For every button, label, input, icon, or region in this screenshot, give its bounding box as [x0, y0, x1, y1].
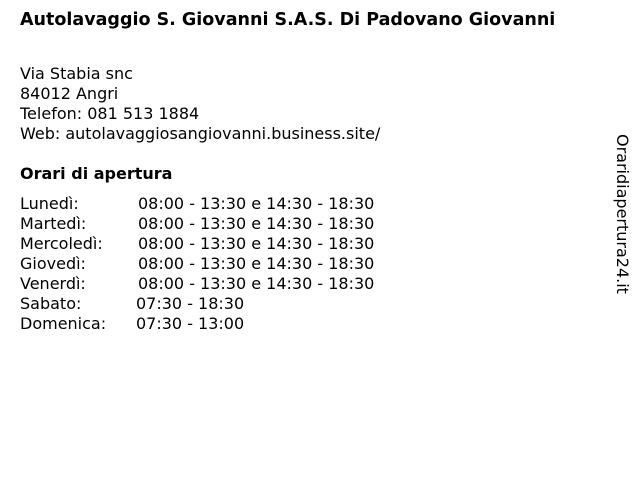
day-label: Lunedì: [20, 194, 79, 213]
address-block [20, 64, 380, 144]
day-label: Giovedì: [20, 254, 86, 273]
hours-value: 08:00 - 13:30 e 14:30 - 18:30 [138, 214, 375, 233]
hours-value: 08:00 - 13:30 e 14:30 - 18:30 [138, 194, 375, 213]
city: 84012 Angri [20, 84, 119, 103]
hours-value: 07:30 - 13:00 [136, 314, 245, 333]
day-label: Mercoledì: [20, 234, 103, 253]
opening-hours-title: Orari di apertura [20, 164, 173, 183]
hours-value: 08:00 - 13:30 e 14:30 - 18:30 [138, 254, 375, 273]
day-label: Domenica: [20, 314, 107, 333]
website-link[interactable]: Web: autolavaggiosangiovanni.business.site/ [20, 124, 381, 143]
hours-value: 07:30 - 18:30 [136, 294, 245, 313]
day-label: Sabato: [20, 294, 82, 313]
day-label: Venerdì: [20, 274, 86, 293]
site-brand-vertical[interactable]: Oraridiapertura24.it [613, 134, 632, 294]
hours-value: 08:00 - 13:30 e 14:30 - 18:30 [138, 234, 375, 253]
day-label: Martedì: [20, 214, 87, 233]
phone-number[interactable]: Telefon: 081 513 1884 [20, 104, 200, 123]
business-name: Autolavaggio S. Giovanni S.A.S. Di Padovano Giovanni [20, 10, 556, 30]
hours-value: 08:00 - 13:30 e 14:30 - 18:30 [138, 274, 375, 293]
street-address: Via Stabia snc [20, 64, 133, 83]
